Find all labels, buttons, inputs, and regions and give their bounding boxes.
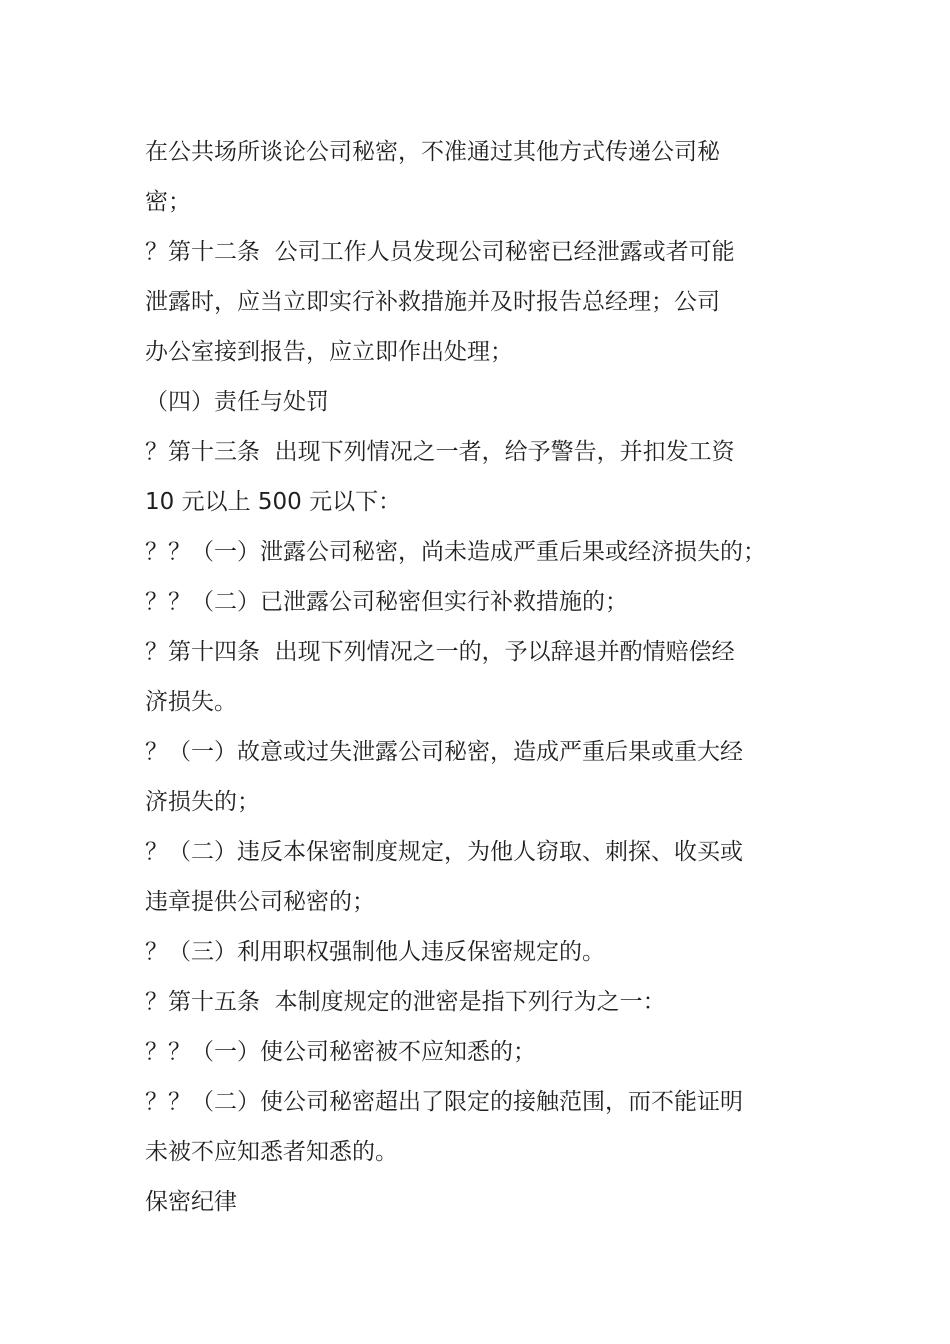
text-line: 办公室接到报告，应立即作出处理； [145, 339, 513, 365]
section-heading: 保密纪律 [145, 1189, 237, 1215]
text-line: 济损失。 [145, 689, 237, 715]
text-line: ？（二）违反本保密制度规定，为他人窃取、刺探、收买或 [145, 839, 743, 865]
text-line: 泄露时，应当立即实行补救措施并及时报告总经理；公司 [145, 289, 720, 315]
text-line: ？？（二）已泄露公司秘密但实行补救措施的； [145, 589, 628, 615]
text-line: ？第十二条 公司工作人员发现公司秘密已经泄露或者可能 [145, 239, 735, 265]
text-line: ？（三）利用职权强制他人违反保密规定的。 [145, 939, 605, 965]
section-heading: （四）责任与处罚 [145, 389, 329, 415]
text-line: ？？（一）使公司秘密被不应知悉的； [145, 1039, 536, 1065]
text-line: ？第十三条 出现下列情况之一者，给予警告，并扣发工资 [145, 439, 735, 465]
text-line: ？？（二）使公司秘密超出了限定的接触范围，而不能证明 [145, 1089, 743, 1115]
document-page [145, 127, 805, 1227]
text-line: 违章提供公司秘密的； [145, 889, 375, 915]
text-line: 在公共场所谈论公司秘密，不准通过其他方式传递公司秘 [145, 139, 720, 165]
text-line: ？第十四条 出现下列情况之一的，予以辞退并酌情赔偿经 [145, 639, 735, 665]
text-line: 10 元以上 500 元以下： [145, 489, 402, 515]
text-line: 未被不应知悉者知悉的。 [145, 1139, 398, 1165]
text-line: 济损失的； [145, 789, 260, 815]
text-line: ？？（一）泄露公司秘密，尚未造成严重后果或经济损失的； [145, 539, 766, 565]
text-line: ？第十五条 本制度规定的泄密是指下列行为之一： [145, 989, 666, 1015]
text-line: ？（一）故意或过失泄露公司秘密，造成严重后果或重大经 [145, 739, 743, 765]
text-line: 密； [145, 189, 191, 215]
